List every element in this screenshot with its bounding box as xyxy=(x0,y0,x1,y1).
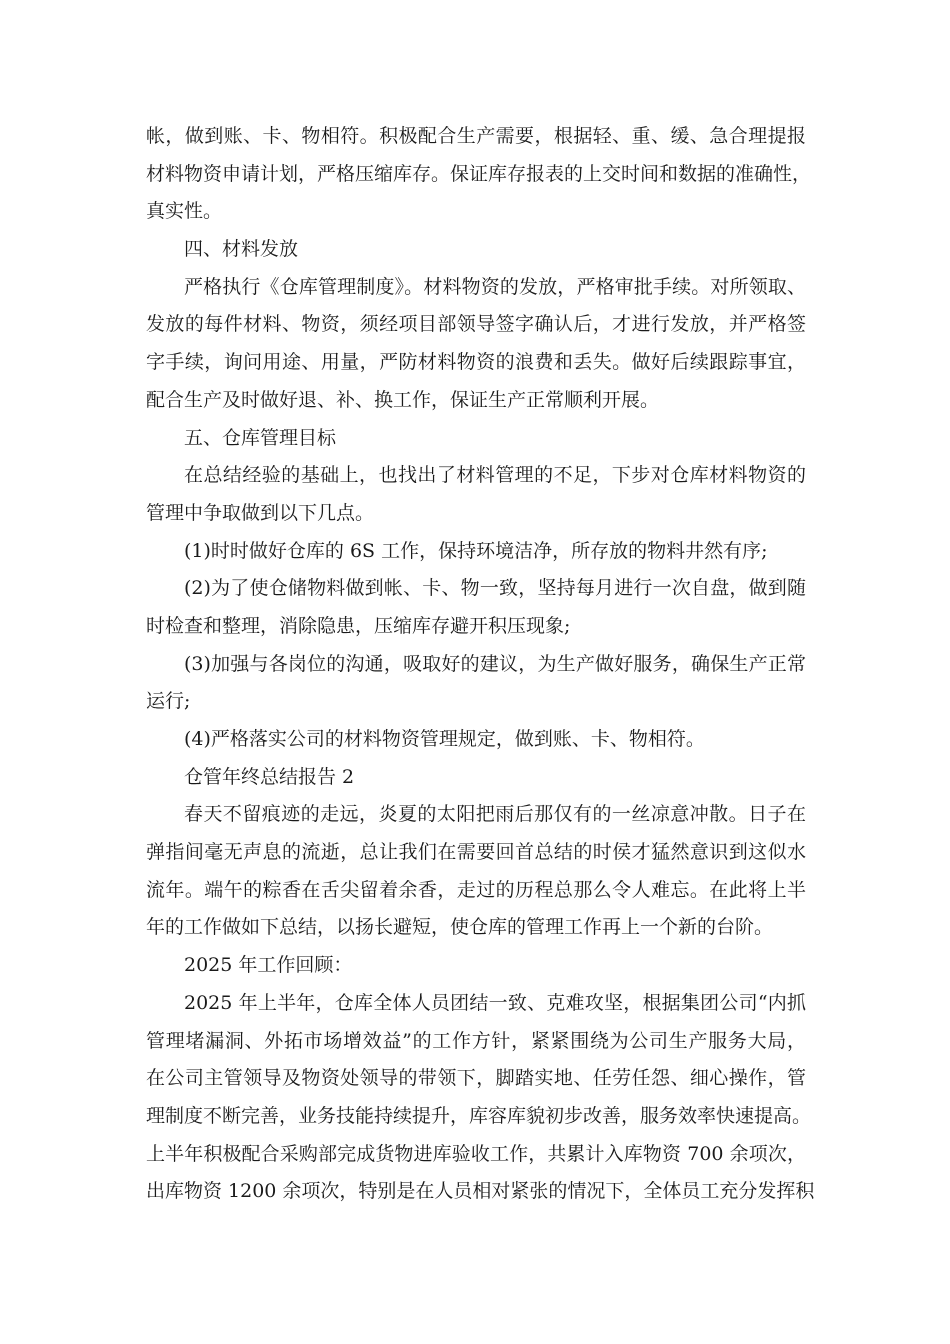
text-line: 春天不留痕迹的走远，炎夏的太阳把雨后那仅有的一丝凉意冲散。日子在 xyxy=(184,803,806,826)
document-page xyxy=(146,118,815,1211)
text-line: 真实性。 xyxy=(146,200,223,223)
text-line: 材料物资申请计划，严格压缩库存。保证库存报表的上交时间和数据的准确性， xyxy=(146,162,812,185)
text-line: 时检查和整理，消除隐患，压缩库存避开积压现象; xyxy=(146,614,571,637)
text-line: 在公司主管领导及物资处领导的带领下，脚踏实地、任劳任怨、细心操作，管 xyxy=(146,1067,806,1090)
text-line: 2025 年上半年，仓库全体人员团结一致、克难攻坚，根据集团公司“内抓 xyxy=(184,991,806,1014)
text-line: (3)加强与各岗位的沟通，吸取好的建议，为生产做好服务，确保生产正常 xyxy=(184,652,806,675)
text-line: 管理堵漏洞、外拓市场增效益”的工作方针，紧紧围绕为公司生产服务大局， xyxy=(146,1029,806,1052)
text-line: 弹指间毫无声息的流逝，总让我们在需要回首总结的时侯才猛然意识到这似水 xyxy=(146,841,806,864)
text-line: 五、仓库管理目标 xyxy=(184,426,337,449)
text-line: 2025 年工作回顾： xyxy=(184,954,353,977)
text-line: 发放的每件材料、物资，须经项目部领导签字确认后，才进行发放，并严格签 xyxy=(146,313,806,336)
text-line: 帐，做到账、卡、物相符。积极配合生产需要，根据轻、重、缓、急合理提报 xyxy=(146,125,806,147)
text-line: 流年。端午的粽香在舌尖留着余香，走过的历程总那么令人难忘。在此将上半 xyxy=(146,878,806,901)
text-line: 运行; xyxy=(146,690,191,713)
text-line: 年的工作做如下总结，以扬长避短，使仓库的管理工作再上一个新的台阶。 xyxy=(146,916,774,939)
text-line: 严格执行《仓库管理制度》。材料物资的发放，严格审批手续。对所领取、 xyxy=(184,275,806,298)
text-line: (4)严格落实公司的材料物资管理规定，做到账、卡、物相符。 xyxy=(184,728,705,750)
text-line: 出库物资 1200 余项次，特别是在人员相对紧张的情况下，全体员工充分发挥积 xyxy=(146,1180,815,1203)
text-line: 管理中争取做到以下几点。 xyxy=(146,501,375,524)
text-line: 四、材料发放 xyxy=(184,238,299,261)
text-line: 在总结经验的基础上，也找出了材料管理的不足，下步对仓库材料物资的 xyxy=(184,464,806,487)
text-line: 仓管年终总结报告 2 xyxy=(184,765,355,788)
text-line: 字手续，询问用途、用量，严防材料物资的浪费和丢失。做好后续跟踪事宜， xyxy=(146,351,806,374)
text-line: 配合生产及时做好退、补、换工作，保证生产正常顺利开展。 xyxy=(146,388,660,411)
text-line: (1)时时做好仓库的 6S 工作，保持环境洁净，所存放的物料井然有序; xyxy=(184,539,768,562)
text-line: (2)为了使仓储物料做到帐、卡、物一致，坚持每月进行一次自盘，做到随 xyxy=(184,577,806,600)
text-line: 理制度不断完善，业务技能持续提升，库容库貌初步改善，服务效率快速提高。 xyxy=(146,1104,812,1127)
text-line: 上半年积极配合采购部完成货物进库验收工作，共累计入库物资 700 余项次， xyxy=(146,1142,806,1165)
